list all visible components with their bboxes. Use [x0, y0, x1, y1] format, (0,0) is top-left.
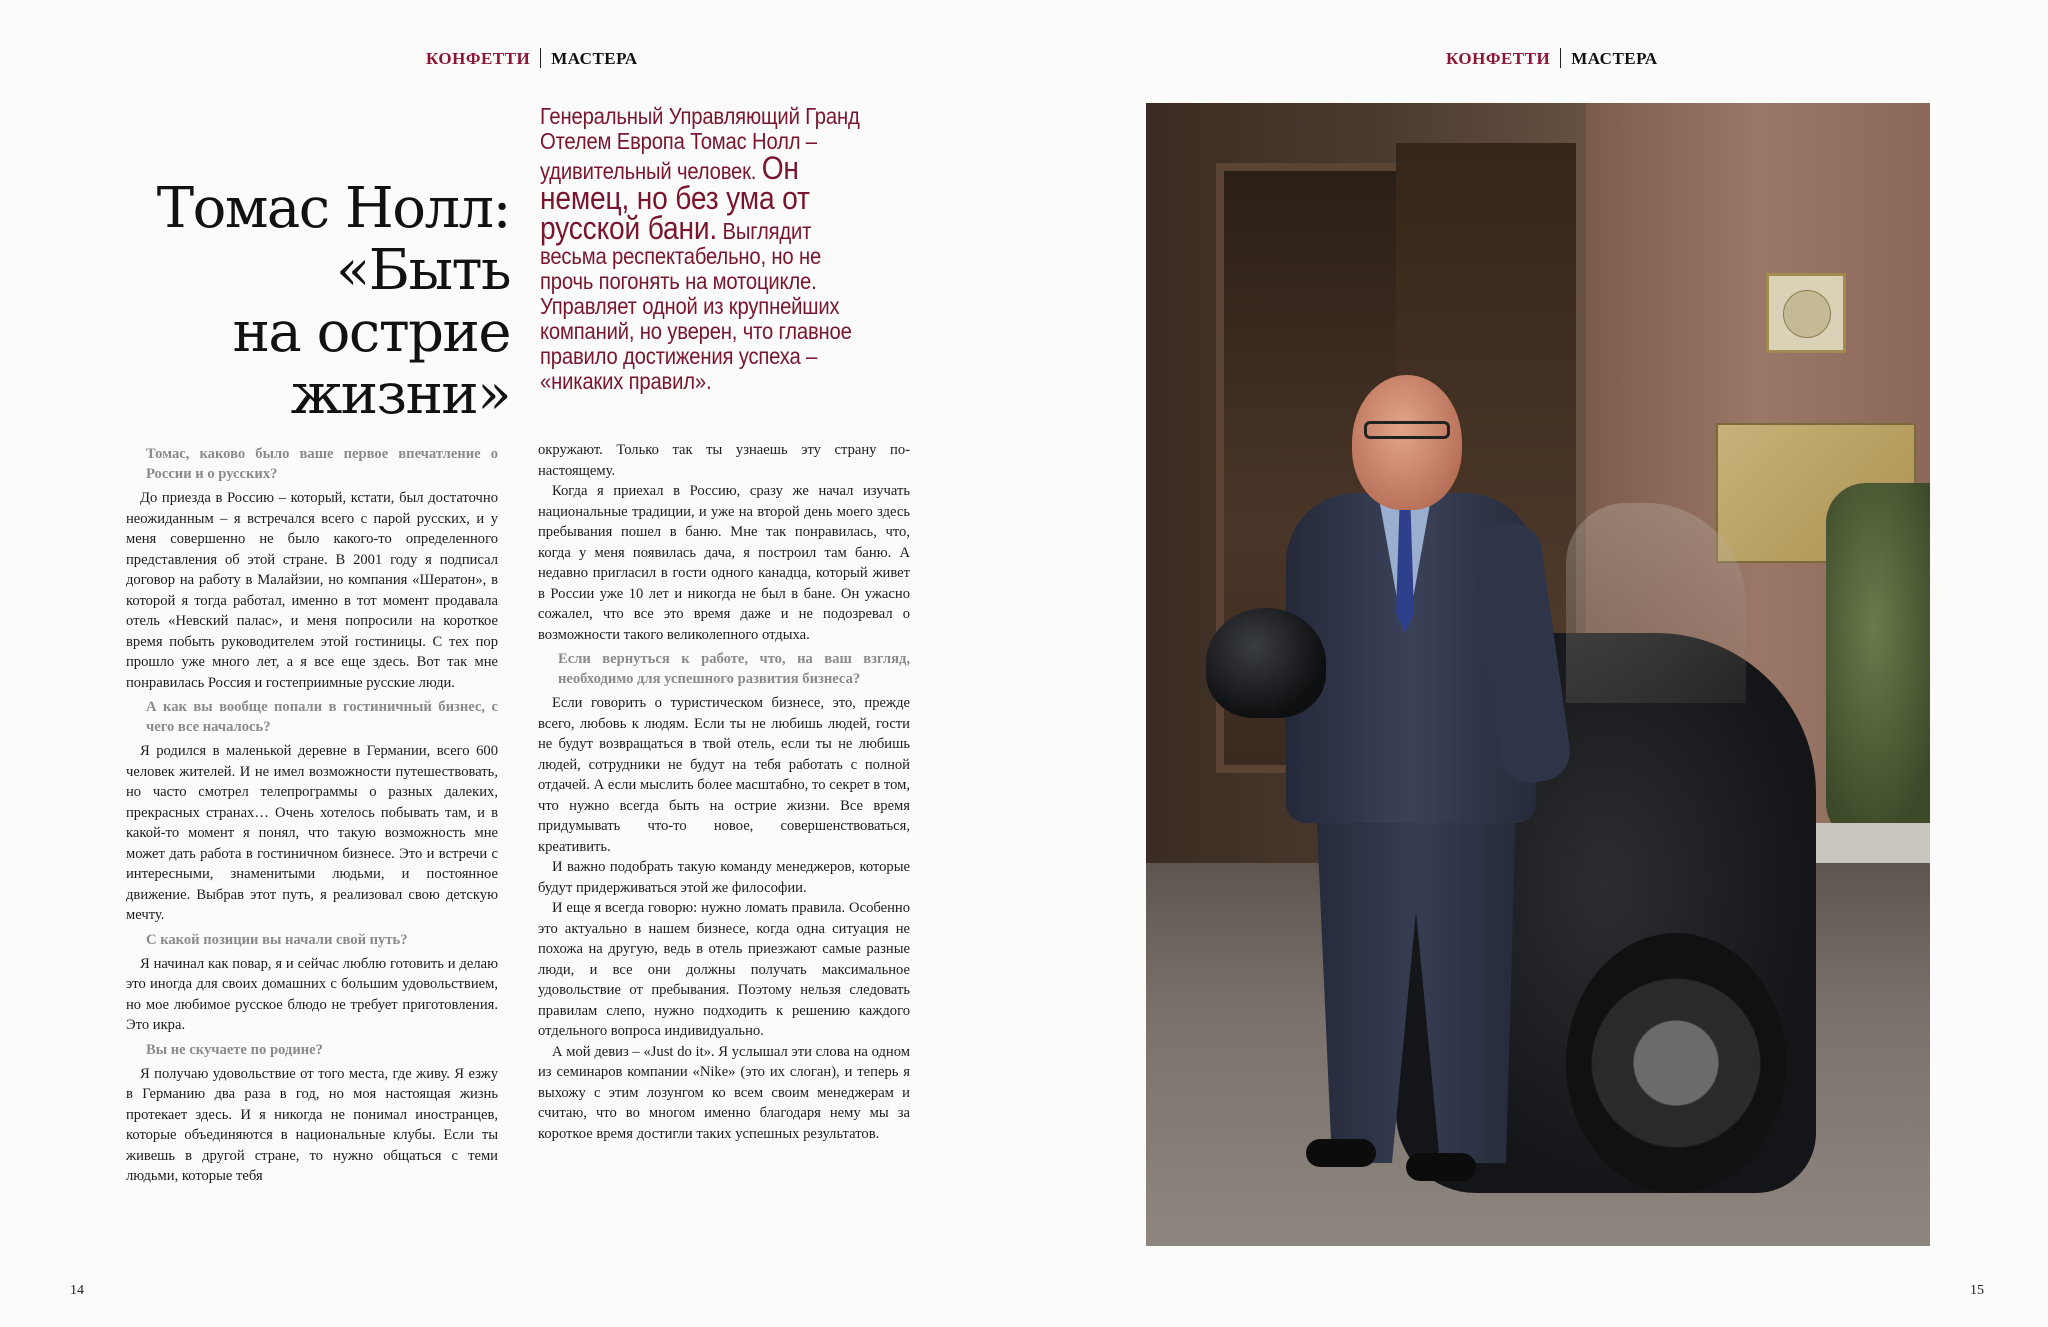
page-number-right: 15 — [1970, 1283, 1984, 1298]
title-line-1: Томас Нолл: — [156, 176, 510, 241]
answer-5b: И важно подобрать такую команду менеджеров, которые будут придерживаться этой же философии. — [538, 859, 910, 896]
photo-man-head — [1352, 375, 1462, 510]
article-lead — [540, 104, 874, 394]
right-page-header — [1446, 48, 1658, 69]
article-title — [150, 178, 510, 426]
title-line-4: жизни» — [290, 362, 510, 427]
lead-part-3: Выглядит весьма респектабельно, но не прочь погонять на мотоцикле. Управляет одной из крупнейших компаний, но уверен, что главное правило достижения успеха – «никаких правил». — [540, 218, 852, 394]
article-column-1 — [126, 440, 498, 1187]
header-brand: КОНФЕТТИ — [1446, 49, 1551, 68]
question-2: А как вы вообще попали в гостиничный бизнес, с чего все началось? — [146, 699, 498, 735]
question-5: Если вернуться к работе, что, на ваш взгляд, необходимо для успешного развития бизнеса? — [558, 651, 910, 687]
header-brand: КОНФЕТТИ — [426, 49, 531, 68]
answer-5c: И еще я всегда говорю: нужно ломать правила. Особенно это актуально в нашем бизнесе, когда одна ситуация не похожа на другую, ведь в отель приезжают самые разные люди, и все они должны получать максимальное удовольствие от пребывания. Поэтому нельзя следовать правилам слепо, нужно подходить к решению каждого отдельного вопроса индивидуально. — [538, 900, 910, 1039]
question-1: Томас, каково было ваше первое впечатление о России и о русских? — [146, 446, 498, 482]
photo-helmet — [1206, 608, 1326, 718]
answer-4: Я получаю удовольствие от того места, где живу. Я езжу в Германию два раза в год, но моя настоящая жизнь протекает здесь. И я никогда не понимал иностранцев, которые объединяются в национальные клубы. Если ты живешь в другой стране, то нужно общаться с теми людьми, которые тебя — [126, 1065, 498, 1184]
left-page-header — [426, 48, 638, 69]
lead-part-1: Генеральный Управляющий Гранд Отелем Европа Томас Нолл – удивительный человек. — [540, 103, 860, 184]
header-section: МАСТЕРА — [551, 49, 638, 68]
portrait-photo — [1146, 103, 1930, 1246]
answer-2: Я родился в маленькой деревне в Германии, всего 600 человек жителей. И не имел возможности путешествовать, но часто смотрел телепрограммы о разных далеких, прекрасных странах… Очень хотелось побывать там, и в какой-то момент я понял, что такую возможность мне может дать работа в гостиничном бизнесе. Это и встречи с интересными, знаменитыми людьми, и постоянное движение. Выбрав этот путь, я реализовал свою детскую мечту. — [126, 743, 498, 923]
article-column-2 — [538, 440, 910, 1144]
photo-man-glasses — [1364, 421, 1450, 439]
header-section: МАСТЕРА — [1571, 49, 1658, 68]
answer-4b: Когда я приехал в Россию, сразу же начал изучать национальные традиции, и уже на второй день моего здесь пребывания пошел в баню. Мне так понравилась, что, когда у меня появилась дача, я построил там баню. А недавно пригласил в гости одного канадца, который живет в России уже 10 лет и никогда не был в бане. Он ужасно сожалел, что все это время даже и не подозревал о возможности такого великолепного отдыха. — [538, 483, 910, 643]
title-line-2: «Быть — [336, 238, 510, 303]
lead-part-2: Он немец, но без ума от русской бани. — [540, 150, 810, 246]
answer-5: Если говорить о туристическом бизнесе, это, прежде всего, любовь к людям. Если ты не любишь людей, гости не будут возвращаться в твой отель, если ты не любишь людей, сотрудники не будут на тебя работать с полной отдачей. А если мыслить более масштабно, то секрет в том, что нужно всегда быть на острие жизни. Все время придумывать что-то новое, совершенствоваться, креативить. — [538, 695, 910, 855]
photo-award-plaque — [1766, 273, 1846, 353]
answer-3: Я начинал как повар, я и сейчас люблю готовить и делаю это иногда для своих домашних с большим удовольствием, но мое любимое русское блюдо не требует приготовления. Это икра. — [126, 955, 498, 1033]
question-4: Вы не скучаете по родине? — [146, 1041, 323, 1058]
answer-4-continued: окружают. Только так ты узнаешь эту страну по-настоящему. — [538, 442, 910, 479]
header-separator — [1560, 48, 1561, 68]
page-number-left: 14 — [70, 1283, 84, 1298]
question-3: С какой позиции вы начали свой путь? — [146, 931, 408, 948]
photo-motorcycle-wheel — [1566, 933, 1786, 1193]
photo-man-shoe-left — [1306, 1139, 1376, 1167]
plaque-seal — [1783, 290, 1831, 338]
answer-5d: А мой девиз – «Just do it». Я услышал эти слова на одном из семинаров компании «Nike» (это их слоган), и теперь я выхожу с этим лозунгом ко всем своим менеджерам и считаю, что во многом именно благодаря нему мы за короткое время достигли таких успешных результатов. — [538, 1043, 910, 1142]
title-line-3: на острие — [232, 300, 510, 365]
photo-bush — [1826, 483, 1930, 843]
answer-1: До приезда в Россию – который, кстати, был достаточно неожиданным – я встречался всего с парой русских, и у меня совершенно не было какого-то определенного представления об этой стране. В 2001 году я подписал договор на работу в Малайзии, но компания «Шератон», в которой я тогда работал, именно в тот момент продавала отель «Невский палас», и меня попросили на короткое время побыть руководителем этой гостиницы. С тех пор прошло уже много лет, а я все еще здесь. Вот так мне понравилась Россия и гостеприимные русские люди. — [126, 490, 498, 691]
header-separator — [540, 48, 541, 68]
photo-man-shoe-right — [1406, 1153, 1476, 1181]
